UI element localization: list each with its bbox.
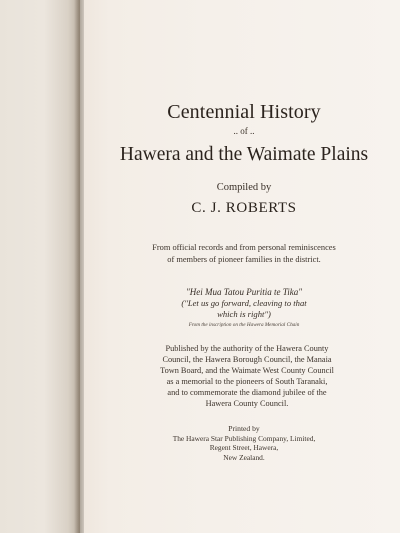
publication-line: Published by the authority of the Hawera County [165,344,329,353]
left-facing-page [0,0,80,533]
motto-translation [96,298,392,319]
title-of: .. of .. [233,126,255,136]
publication-line: and to commemorate the diamond jubilee of the [167,387,327,397]
publication-statement [106,344,388,409]
motto-maori: "Hei Mua Tatou Puritia te Tika" [186,287,302,297]
printer-line: New Zealand. [223,453,265,463]
printer-line: Regent Street, Hawera, [209,443,279,453]
title-page-content [96,0,392,533]
records-line: of members of pioneer families in the district. [167,254,321,264]
title-line-1: Centennial History [167,101,321,123]
motto-source: From the inscription on the Hawera Memorial Chain [188,322,300,328]
motto-translation-line: which is right") [217,308,271,319]
title-line-2: Hawera and the Waimate Plains [119,144,369,165]
publication-line: Hawera County Council. [205,398,289,408]
publication-line: as a memorial to the pioneers of South Taranaki, [166,376,328,386]
printed-by-label: Printed by [228,424,260,433]
publication-line: Town Board, and the Waimate West County Council [160,365,334,375]
motto-translation-line: ("Let us go forward, cleaving to that [181,298,307,308]
compiled-by: Compiled by [216,182,272,193]
author-name: C. J. ROBERTS [191,200,297,216]
publication-line: Council, the Hawera Borough Council, the Manaia [162,354,332,364]
printer-line: The Hawera Star Publishing Company, Limited, [172,433,316,443]
records-note [96,242,392,265]
records-line: From official records and from personal reminiscences [152,243,336,252]
printer-imprint [96,424,392,463]
